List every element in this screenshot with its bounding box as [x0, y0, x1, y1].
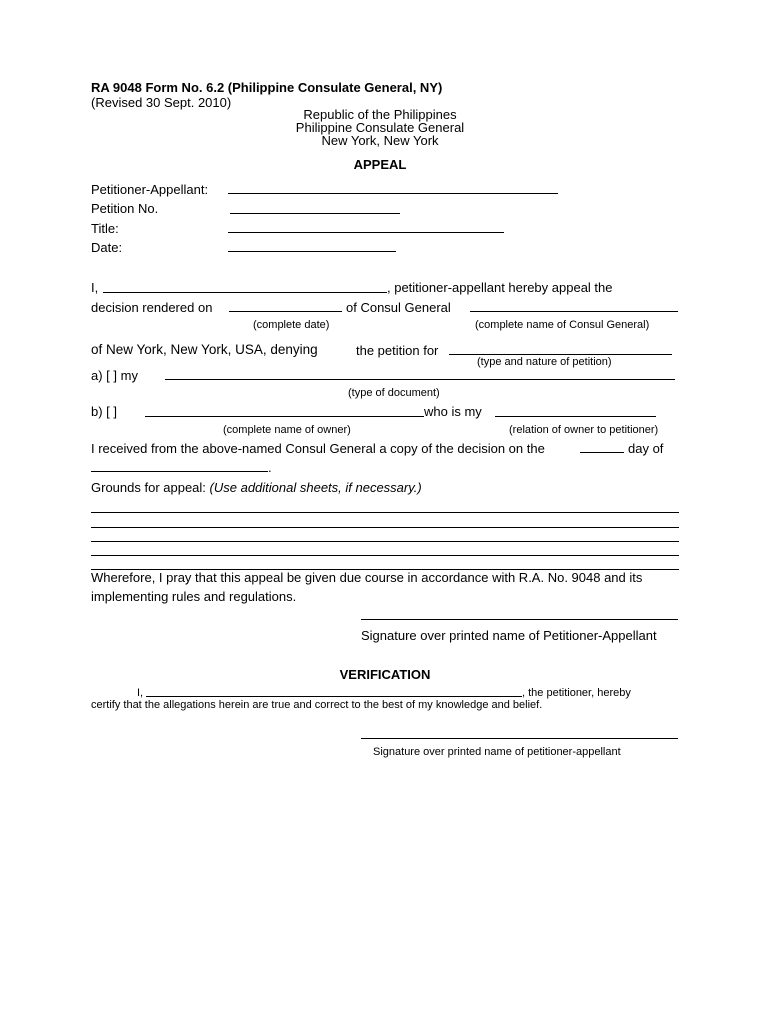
owner-name-field[interactable] — [145, 416, 424, 417]
grounds-hint: (Use additional sheets, if necessary.) — [209, 480, 422, 495]
city-line: New York, New York — [321, 133, 439, 148]
revised-date: (Revised 30 Sept. 2010) — [91, 95, 232, 110]
appellant-name-field[interactable] — [103, 292, 387, 293]
grounds-line-3[interactable] — [91, 541, 679, 542]
decision-text: decision rendered on — [91, 300, 213, 315]
relation-hint: (relation of owner to petitioner) — [509, 424, 659, 436]
signature-caption: Signature over printed name of Petitioner-Appellant — [361, 628, 657, 643]
who-is-my-text: who is my — [424, 404, 482, 419]
date-label: Date: — [91, 240, 123, 255]
grounds-label-text: Grounds for appeal: — [91, 480, 210, 495]
day-of-text: day of — [628, 441, 664, 456]
option-a[interactable]: a) [ ] my — [91, 368, 138, 383]
petition-no-field[interactable] — [230, 213, 400, 214]
grounds-label — [91, 480, 422, 495]
verification-i-prefix: I, — [137, 687, 144, 699]
day-field[interactable] — [580, 452, 624, 453]
of-ny-text: of New York, New York, USA, denying — [91, 342, 318, 357]
consul-name-field[interactable] — [470, 311, 678, 312]
signature-line[interactable] — [361, 619, 678, 620]
grounds-line-1[interactable] — [91, 512, 679, 513]
option-b[interactable]: b) [ ] — [91, 404, 118, 419]
form-title: RA 9048 Form No. 6.2 (Philippine Consulate General, NY) — [91, 80, 443, 95]
received-text: I received from the above-named Consul General a copy of the decision on the — [91, 441, 545, 456]
consul-name-hint: (complete name of Consul General) — [475, 319, 650, 331]
i-prefix: I, — [91, 280, 99, 295]
petition-type-field[interactable] — [449, 354, 672, 355]
document-field[interactable] — [165, 379, 675, 380]
wherefore-line-2: implementing rules and regulations. — [91, 589, 297, 604]
wherefore-line-1: Wherefore, I pray that this appeal be given due course in accordance with R.A. No. 9048 and its — [91, 570, 643, 585]
relation-field[interactable] — [495, 416, 656, 417]
type-petition-hint: (type and nature of petition) — [477, 356, 612, 368]
appeal-text: , petitioner-appellant hereby appeal the — [387, 280, 613, 295]
title-field[interactable] — [228, 232, 504, 233]
date-field[interactable] — [228, 251, 396, 252]
owner-hint: (complete name of owner) — [223, 424, 351, 436]
petitioner-label: Petitioner-Appellant: — [91, 182, 209, 197]
appeal-heading: APPEAL — [353, 157, 407, 172]
petitioner-field[interactable] — [228, 193, 558, 194]
verification-name-field[interactable] — [146, 696, 522, 697]
type-document-hint: (type of document) — [348, 387, 440, 399]
month-year-field[interactable] — [91, 471, 268, 472]
verification-heading: VERIFICATION — [339, 667, 431, 682]
verification-certify-text: certify that the allegations herein are true and correct to the best of my knowledge and belief. — [91, 699, 543, 711]
verification-signature-caption: Signature over printed name of petitioner-appellant — [373, 746, 621, 758]
period-text: . — [268, 460, 272, 475]
title-label: Title: — [91, 221, 119, 236]
petition-for-text: the petition for — [356, 343, 439, 358]
grounds-line-2[interactable] — [91, 527, 679, 528]
grounds-line-4[interactable] — [91, 555, 679, 556]
decision-date-field[interactable] — [229, 311, 342, 312]
consulate-line: Philippine Consulate General — [295, 120, 465, 135]
verification-signature-line[interactable] — [361, 738, 678, 739]
of-consul-text: of Consul General — [346, 300, 451, 315]
complete-date-hint: (complete date) — [253, 319, 330, 331]
verification-petitioner-text: , the petitioner, hereby — [522, 687, 631, 699]
republic-line: Republic of the Philippines — [303, 107, 457, 122]
petition-no-label: Petition No. — [91, 201, 159, 216]
